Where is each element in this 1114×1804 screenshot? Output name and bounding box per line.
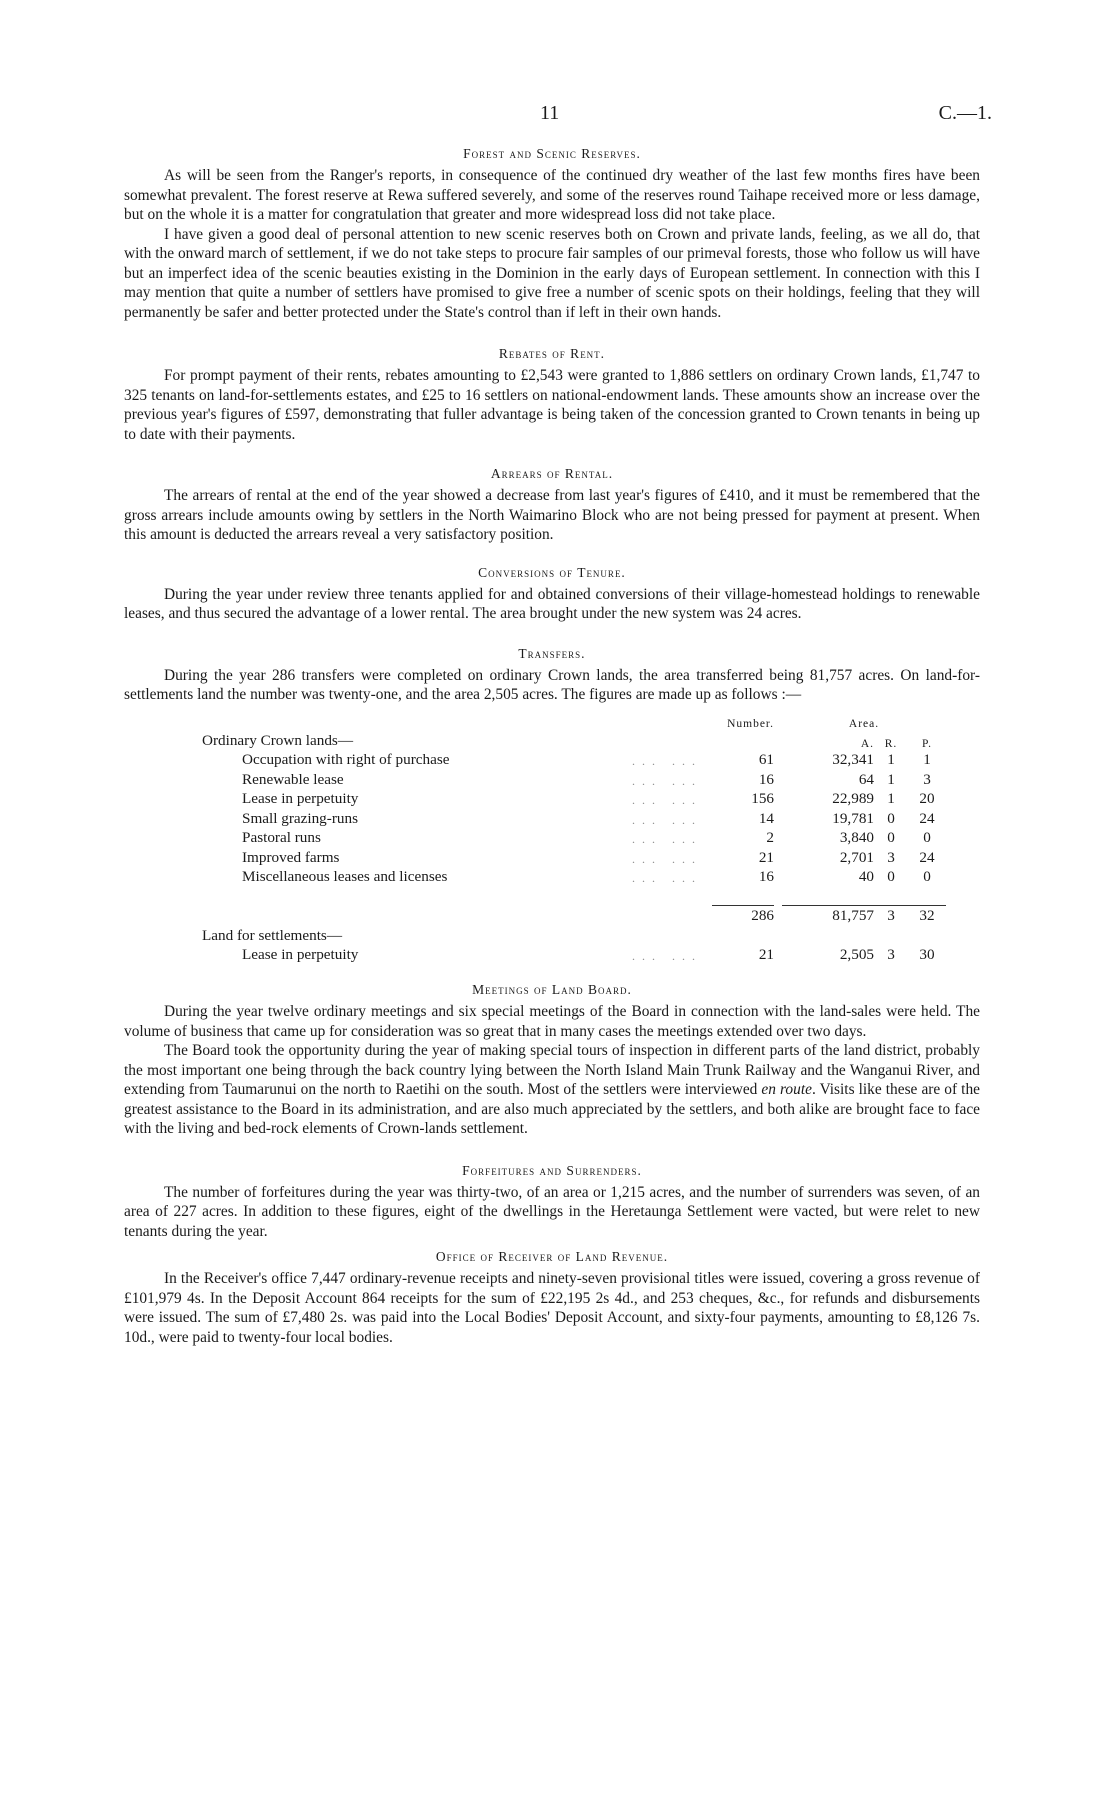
page-number: 11 [540,102,560,124]
document-reference: C.—1. [938,102,992,124]
paragraph-arrears: The arrears of rental at the end of the year showed a decrease from last year's figures of £410, and it must be remembered that the gross arrears include amounts owing by settlers in the North Waimarino Block who are not being pressed for payment at present. When this amount is deducted the arrears reveal a very satisfactory position. [124,487,980,543]
heading-forest-reserves: Forest and Scenic Reserves. [463,146,641,161]
table-row: Lease in perpetuity . . . . . . 21 2,505 3 30 [242,946,935,963]
col-acres-header: A. [860,737,874,750]
transfers-table [202,711,946,965]
table-row: Pastoral runs . . . . . . 2 3,840 0 0 [242,829,931,846]
table-row: Lease in perpetuity . . . . . . 156 22,989 1 20 [242,790,935,807]
heading-meetings: Meetings of Land Board. [472,982,632,997]
col-area-header: Area. [848,718,880,730]
heading-forfeitures: Forfeitures and Surrenders. [462,1162,642,1178]
total-perches: 32 [919,907,935,924]
table-row: Renewable lease . . . . . . 16 64 1 3 [242,770,931,788]
table-row: Improved farms . . . . . . 21 2,701 3 24 [242,848,935,866]
total-rule-row [202,886,946,906]
page-header [124,96,992,126]
heading-rebates: Rebates of Rent. [498,346,606,361]
document-page [124,96,992,1347]
paragraph-transfers: During the year 286 transfers were completed on ordinary Crown lands, the area transferred being 81,757 acres. On land-for-settlements land the number was twenty-one, and the area 2,505 acres. The figures are made up as follows :— [124,666,980,703]
group-ordinary-label: Ordinary Crown lands— [202,731,354,749]
total-row [202,906,946,926]
total-number: 286 [751,907,774,924]
paragraph-forest-2: I have given a good deal of personal attention to new scenic reserves both on Crown and private lands, feeling, as we all do, that with the onward march of settlement, if we do not take steps to procure fair samples of our primeval forests, those who follow us will have but an imperfect idea of the scenic beauties existing in the Dominion in the early days of European settlement. In connection with this I may mention that quite a number of settlers have promised to give free a number of scenic spots on their holdings, feeling that they will permanently be safer and better protected under the State's control than if left in their own hands. [124,225,980,321]
heading-arrears: Arrears of Rental. [490,466,614,481]
table-row: Occupation with right of purchase . . . . . . 61 32,341 1 1 [242,751,931,768]
group-ordinary-row [202,730,946,750]
paragraph-forest-1: As will be seen from the Ranger's reports, in consequence of the continued dry weather of the last few months fires have been somewhat prevalent. The forest reserve at Rewa suffered severely, and some of the reserves round Taihape received more or less damage, but on the whole it is a matter for congratulation that greater and more widespread loss did not take place. [124,167,980,223]
total-acres: 81,757 [832,907,874,924]
table-row: Miscellaneous leases and licenses . . . . . . 16 40 0 0 [242,868,931,885]
col-perches-header: P. [922,737,932,750]
heading-receiver-office: Office of Receiver of Land Revenue. [435,1249,669,1264]
paragraph-conversions: During the year under review three tenants applied for and obtained conversions of their village-homestead holdings to renewable leases, and thus secured the advantage of a lower rental. The area brought under the new system was 24 acres. [124,585,980,622]
table-row: Small grazing-runs . . . . . . 14 19,781 0 24 [242,809,935,827]
group-settlements-label: Land for settlements— [202,926,343,944]
col-number-header: Number. [727,718,774,730]
table-header-row [202,711,946,731]
col-roods-header: R. [884,737,898,750]
emphasis-en-route: en route [761,1081,812,1098]
heading-conversions: Conversions of Tenure. [478,564,626,580]
group-settlements-row [202,925,946,945]
paragraph-meetings-2: The Board took the opportunity during the year of making special tours of inspection in different parts of the land district, probably the most important one being through the back country lying between the North Island Main Trunk Railway and the Wanganui River, and extending from Taumarunui on the north to Raetihi on the south. Most of the settlers were interviewed en route. Visits like these are of the greatest assistance to the Board in its administration, and are also much appreciated by the settlers, and both alike are brought face to face with the living and bed-rock elements of Crown-lands settlement. [124,1042,980,1137]
paragraph-receiver: In the Receiver's office 7,447 ordinary-revenue receipts and ninety-seven provisional titles were issued, covering a gross revenue of £101,979 4s. In the Deposit Account 864 receipts for the sum of £22,195 2s 4d., and 253 cheques, &c., for refunds and disbursements were issued. The sum of £7,480 2s. was paid into the Local Bodies' Deposit Account, and sixty-four payments, amounting to £8,126 7s. 10d., were paid to twenty-four local bodies. [124,1270,980,1346]
paragraph-meetings-1: During the year twelve ordinary meetings and six special meetings of the Board in connection with the land-sales were held. The volume of business that came up for consideration was so great that in many cases the meetings extended over two days. [124,1003,980,1040]
paragraph-forfeitures: The number of forfeitures during the year was thirty-two, of an area or 1,215 acres, and the number of surrenders was seven, of an area of 227 acres. In addition to these figures, eight of the dwellings in the Heretaunga Settlement were vacted, but were relet to new tenants during the year. [124,1183,980,1240]
total-roods: 3 [887,907,895,924]
heading-transfers: Transfers. [518,645,586,661]
paragraph-rebates: For prompt payment of their rents, rebates amounting to £2,543 were granted to 1,886 settlers on ordinary Crown lands, £1,747 to 325 tenants on land-for-settlements estates, and £25 to 16 settlers on national-endowment lands. These amounts show an increase over the previous year's figures of £597, demonstrating that fuller advantage is being taken of the concession granted to Crown tenants in being up to date with their payments. [124,367,980,443]
